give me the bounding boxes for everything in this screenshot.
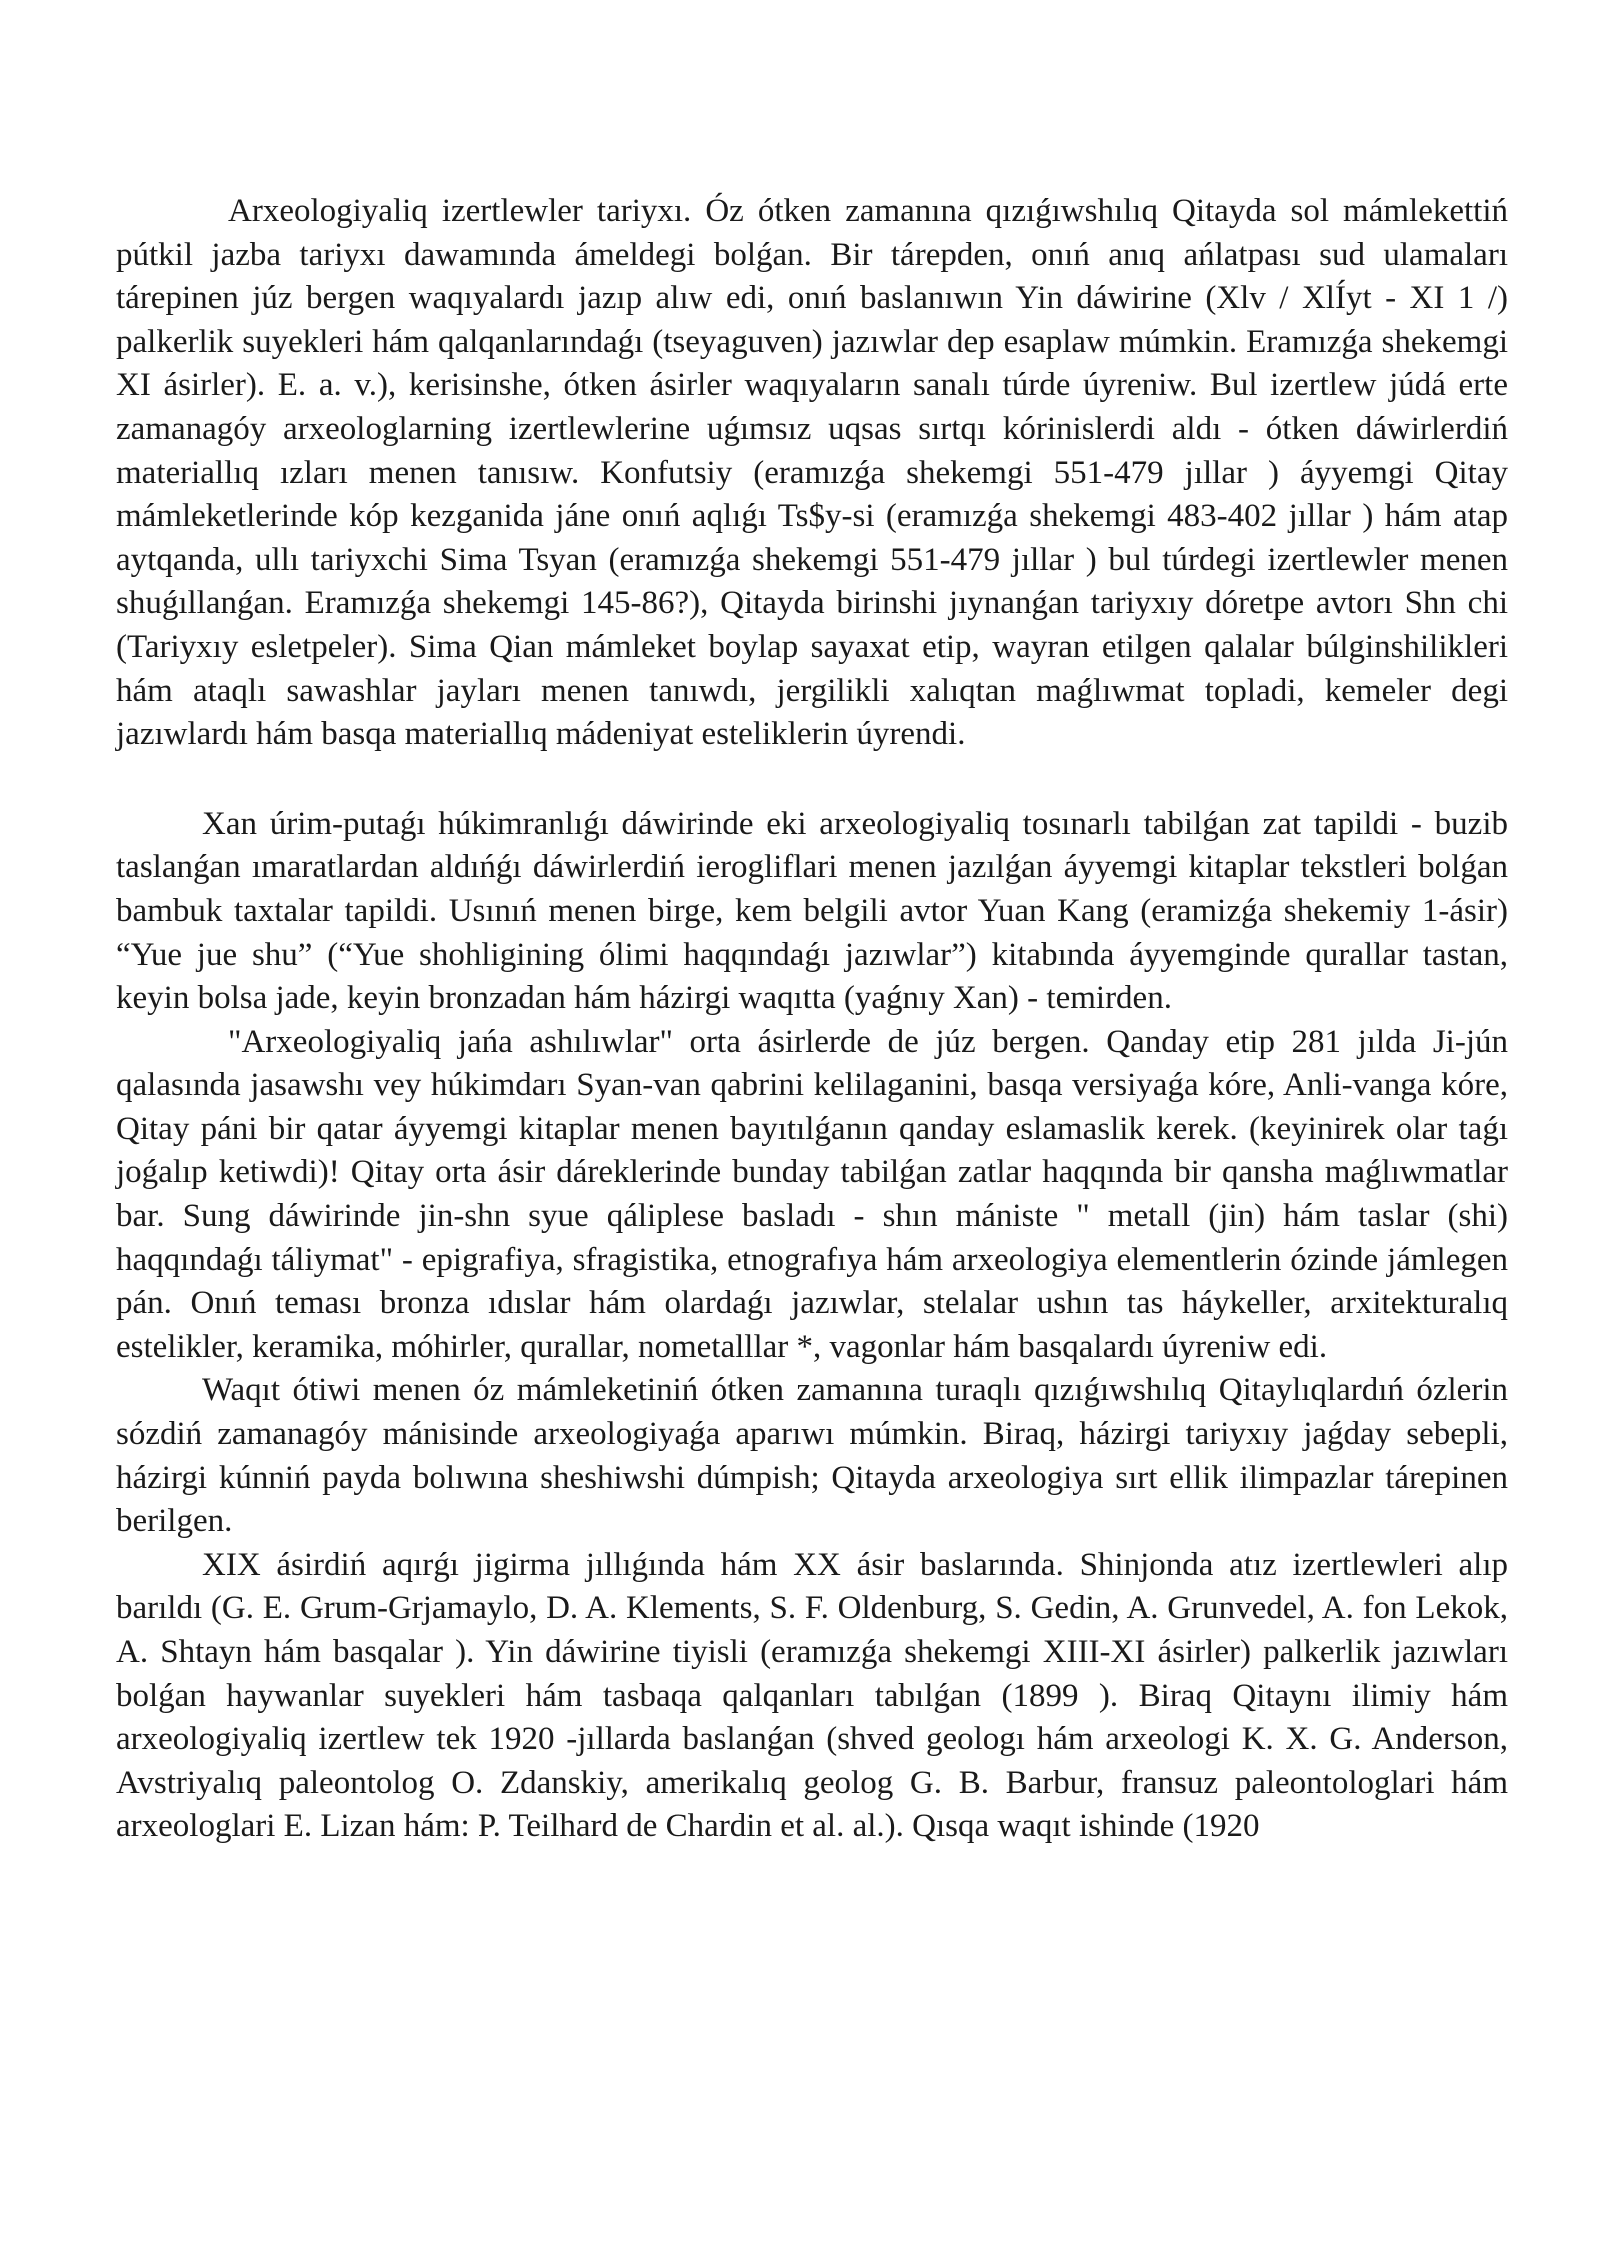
document-page [116,190,1508,1849]
paragraph-3: "Arxeologiyaliq jańa ashılıwlar" orta ásirlerde de júz bergen. Qanday etip 281 jılda Ji-jún qalasında jasawshı vey húkimdarı Syan-van qabrini kelilaganini, basqa versiyaǵa kóre, Anli-vanga kóre, Qitay páni bir qatar áyyemgi kitaplar menen bayıtılǵanın qanday eslamaslik kerek. (keyinirek olar taǵı joǵalıp ketiwdi)! Qitay orta ásir dáreklerinde bunday tabilǵan zatlar haqqında bir qansha maǵlıwmatlar bar. Sung dáwirinde jin-shn syue qáliplese basladı - shın mániste " metall (jin) hám taslar (shi) haqqındaǵı táliymat" - epigrafiya, sfragistika, etnografıya hám arxeologiya elementlerin ózinde jámlegen pán. Onıń teması bronza ıdıslar hám olardaǵı jazıwlar, stelalar ushın tas háykeller, arxitekturalıq estelikler, keramika, móhirler, qurallar, nometalllar *, vagonlar hám basqalardı úyreniw edi. [116,1023,1508,1365]
paragraph-1: Arxeologiyaliq izertlewler tariyxı. Óz ótken zamanına qızıǵıwshılıq Qitayda sol mámlekettiń pútkil jazba tariyxı dawamında ámeldegi bolǵan. Bir tárepden, onıń anıq ańlatpası sud ulamaları tárepinen júz bergen waqıyalardı jazıp alıw edi, onıń baslanıwın Yin dáwirine (Xlv / XlÍyt - XI 1 /) palkerlik suyekleri hám qalqanlarındaǵı (tseyaguven) jazıwlar dep esaplaw múmkin. Eramızǵa shekemgi XI ásirler). E. a. v.), kerisinshe, ótken ásirler waqıyaların sanalı túrde úyreniw. Bul izertlew júdá erte zamanagóy arxeologlarning izertlewlerine uǵımsız uqsas sırtqı kórinislerdi aldı - ótken dáwirlerdiń materiallıq ızları menen tanısıw. Konfutsiy (eramızǵa shekemgi 551-479 jıllar ) áyyemgi Qitay mámleketlerinde kóp kezganida jáne onıń aqlıǵı Ts$y-si (eramızǵa shekemgi 483-402 jıllar ) hám atap aytqanda, ullı tariyxchi Sima Tsyan (eramızǵa shekemgi 551-479 jıllar ) bul túrdegi izertlewler menen shuǵıllanǵan. Eramızǵa shekemgi 145-86?), Qitayda birinshi jıynanǵan tariyxıy dóretpe avtorı Shn chi (Tariyxıy esletpeler). Sima Qian mámleket boylap sayaxat etip, wayran etilgen qalalar búlginshilikleri hám ataqlı sawashlar jayları menen tanıwdı, jergilikli xalıqtan maǵlıwmat topladi, kemeler degi jazıwlardı hám basqa materiallıq mádeniyat esteliklerin úyrendi. [116,193,1508,753]
paragraph-5: XIX ásirdiń aqırǵı jigirma jıllıǵında hám XX ásir baslarında. Shinjonda atız izertlewleri alıp barıldı (G. E. Grum-Grjamaylo, D. A. Klements, S. F. Oldenburg, S. Gedin, A. Grunvedel, A. fon Lekok, A. Shtayn hám basqalar ). Yin dáwirine tiyisli (eramızǵa shekemgi XIII-XI ásirler) palkerlik jazıwları bolǵan haywanlar suyekleri hám tasbaqa qalqanları tabılǵan (1899 ). Biraq Qitaynı ilimiy hám arxeologiyaliq izertlew tek 1920 -jıllarda baslanǵan (shved geologı hám arxeologi K. X. G. Anderson, Avstriyalıq paleontolog O. Zdanskiy, amerikalıq geolog G. B. Barbur, fransuz paleontologlari hám arxeologlari E. Lizan hám: P. Teilhard de Chardin et al. al.). Qısqa waqıt ishinde (1920 [116,1546,1508,1845]
paragraph-4: Waqıt ótiwi menen óz mámleketiniń ótken zamanına turaqlı qızıǵıwshılıq Qitaylıqlardıń ózlerin sózdiń zamanagóy mánisinde arxeologiyaǵa aparıwı múmkin. Biraq, házirgi tariyxıy jaǵday sebepli, házirgi kúnniń payda bolıwına sheshiwshi dúmpish; Qitayda arxeologiya sırt ellik ilimpazlar tárepinen berilgen. [116,1372,1508,1540]
paragraph-2: Xan úrim-putaǵı húkimranlıǵı dáwirinde eki arxeologiyaliq tosınarlı tabilǵan zat tapildi - buzib taslanǵan ımaratlardan aldıńǵı dáwirlerdiń ierogliflari menen jazılǵan áyyemgi kitaplar tekstleri bolǵan bambuk taxtalar tapildi. Usınıń menen birge, kem belgili avtor Yuan Kang (eramizǵa shekemiy 1-ásir) “Yue jue shu” (“Yue shohligining ólimi haqqındaǵı jazıwlar”) kitabında áyyemginde qurallar tastan, keyin bolsa jade, keyin bronzadan hám házirgi waqıtta (yaǵnıy Xan) - temirden. [116,805,1508,1017]
